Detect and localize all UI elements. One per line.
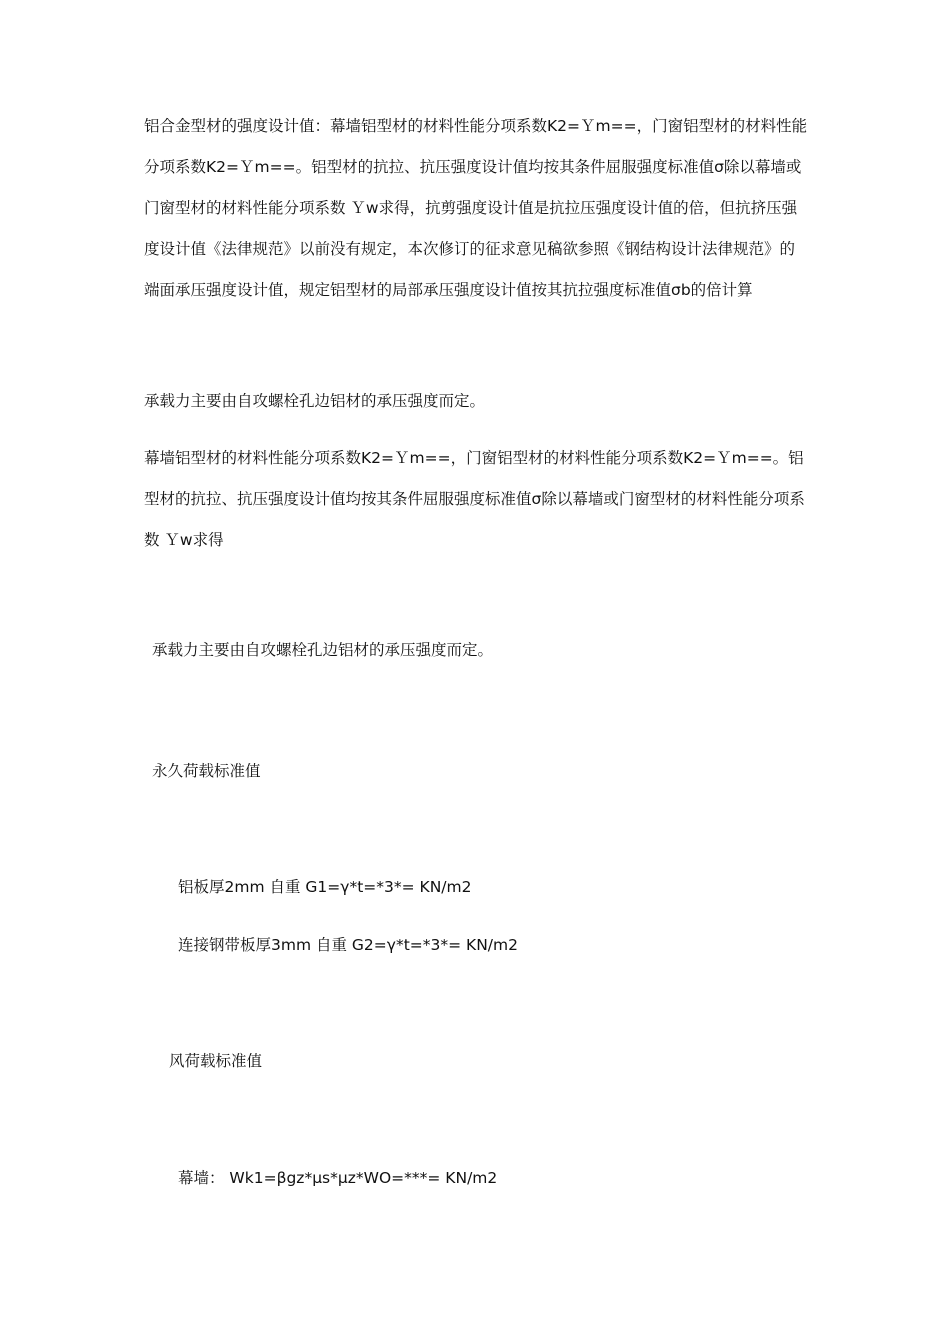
g2-formula-line: 连接钢带板厚3mm 自重 G2=γ*t=*3*= KN/m2	[178, 936, 518, 954]
wk1-formula-line: 幕墙： Wk1=βgz*μs*μz*WO=***= KN/m2	[178, 1169, 498, 1187]
g1-formula-line: 铝板厚2mm 自重 G1=γ*t=*3*= KN/m2	[178, 878, 472, 896]
wind-load-heading: 风荷载标准值	[169, 1052, 263, 1070]
paragraph-curtain-wall-factor: 幕墙铝型材的材料性能分项系数K2=Ｙm==，门窗铝型材的材料性能分项系数K2=Ｙm==。铝型材的抗拉、抗压强度设计值均按其条件屈服强度标准值σ除以幕墙或门窗型材的材料性能分项系数 Ｙw求得	[144, 449, 805, 549]
paragraph-bearing-capacity: 承载力主要由自攻螺栓孔边铝材的承压强度而定。	[144, 392, 486, 410]
permanent-load-heading: 永久荷载标准值	[152, 762, 261, 780]
bearing-note: 承载力主要由自攻螺栓孔边铝材的承压强度而定。	[152, 641, 494, 659]
paragraph-aluminum-strength: 铝合金型材的强度设计值：幕墙铝型材的材料性能分项系数K2=Ｙm==，门窗铝型材的材料性能分项系数K2=Ｙm==。铝型材的抗拉、抗压强度设计值均按其条件屈服强度标准值σ除以幕墙或门窗型材的材料性能分项系数 Ｙw求得，抗剪强度设计值是抗拉压强度设计值的倍，但抗挤压强度设计值《法律规范》以前没有规定，本次修订的征求意见稿欲参照《钢结构设计法律规范》的端面承压强度设计值，规定铝型材的局部承压强度设计值按其抗拉强度标准值σb的倍计算	[144, 117, 808, 299]
